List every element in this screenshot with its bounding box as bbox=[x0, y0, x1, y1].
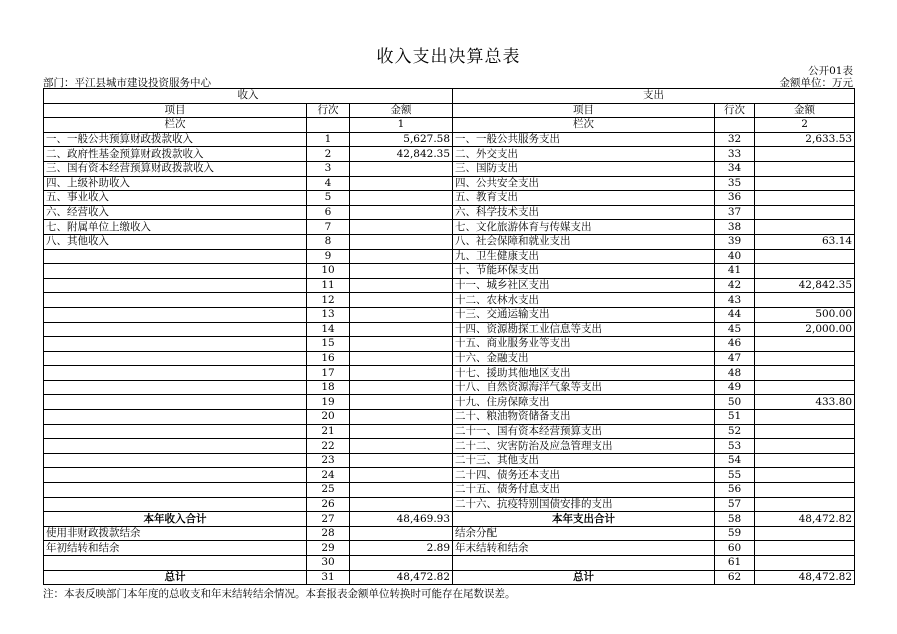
table-row bbox=[44, 410, 855, 425]
income-row-no-cell: 27 bbox=[307, 512, 350, 527]
income-item-cell: 六、经营收入 bbox=[44, 205, 307, 220]
expense-item-cell: 十三、交通运输支出 bbox=[453, 307, 715, 322]
income-item-cell bbox=[44, 497, 307, 512]
expense-row-no-cell: 46 bbox=[715, 337, 755, 352]
expense-item-cell: 一、一般公共服务支出 bbox=[453, 132, 715, 147]
table-row bbox=[44, 220, 855, 235]
income-item-cell: 八、其他收入 bbox=[44, 234, 307, 249]
income-item-cell bbox=[44, 293, 307, 308]
expense-amount-cell bbox=[755, 366, 855, 381]
income-amount-cell bbox=[350, 366, 453, 381]
table-row bbox=[44, 147, 855, 162]
expense-item-cell: 十七、援助其他地区支出 bbox=[453, 366, 715, 381]
expense-amount-cell bbox=[755, 161, 855, 176]
income-row-no-cell: 19 bbox=[307, 395, 350, 410]
expense-amount-cell bbox=[755, 337, 855, 352]
income-item-cell bbox=[44, 453, 307, 468]
income-row-no-cell: 30 bbox=[307, 556, 350, 571]
expense-item-cell: 年末结转和结余 bbox=[453, 541, 715, 556]
expense-section-header: 支出 bbox=[453, 89, 855, 104]
income-item-cell bbox=[44, 278, 307, 293]
table-row bbox=[44, 380, 855, 395]
income-row-no-cell: 16 bbox=[307, 351, 350, 366]
table-row bbox=[44, 205, 855, 220]
income-col-no-label: 栏次 bbox=[44, 118, 307, 133]
table-row bbox=[44, 337, 855, 352]
income-item-cell bbox=[44, 556, 307, 571]
expense-amount-cell: 48,472.82 bbox=[755, 512, 855, 527]
income-item-cell: 二、政府性基金预算财政拨款收入 bbox=[44, 147, 307, 162]
expense-item-cell: 十四、资源勘探工业信息等支出 bbox=[453, 322, 715, 337]
income-amount-cell bbox=[350, 307, 453, 322]
expense-row-no-cell: 55 bbox=[715, 468, 755, 483]
expense-amount-header: 金额 bbox=[755, 103, 855, 118]
income-amount-cell bbox=[350, 556, 453, 571]
expense-row-no-cell: 62 bbox=[715, 570, 755, 585]
expense-row-no-cell: 44 bbox=[715, 307, 755, 322]
expense-item-cell: 二十、粮油物资储备支出 bbox=[453, 410, 715, 425]
table-row bbox=[44, 322, 855, 337]
income-item-cell bbox=[44, 424, 307, 439]
income-amount-cell: 42,842.35 bbox=[350, 147, 453, 162]
income-item-cell bbox=[44, 439, 307, 454]
expense-amount-cell bbox=[755, 483, 855, 498]
income-expense-table bbox=[43, 88, 855, 585]
income-amount-cell bbox=[350, 468, 453, 483]
income-amount-cell bbox=[350, 264, 453, 279]
table-row bbox=[44, 264, 855, 279]
expense-row-no-cell: 50 bbox=[715, 395, 755, 410]
expense-item-cell: 二十五、债务付息支出 bbox=[453, 483, 715, 498]
income-amount-cell bbox=[350, 161, 453, 176]
income-row-no-cell: 17 bbox=[307, 366, 350, 381]
income-amount-cell bbox=[350, 439, 453, 454]
income-item-cell: 五、事业收入 bbox=[44, 191, 307, 206]
expense-amount-cell: 2,000.00 bbox=[755, 322, 855, 337]
expense-row-no-cell: 45 bbox=[715, 322, 755, 337]
income-row-no-cell: 13 bbox=[307, 307, 350, 322]
table-row bbox=[44, 234, 855, 249]
income-amount-cell bbox=[350, 205, 453, 220]
expense-row-no-cell: 59 bbox=[715, 526, 755, 541]
income-amount-cell bbox=[350, 483, 453, 498]
expense-row-no-cell: 58 bbox=[715, 512, 755, 527]
expense-item-cell: 十六、金融支出 bbox=[453, 351, 715, 366]
income-amount-cell bbox=[350, 424, 453, 439]
expense-item-cell: 二十三、其他支出 bbox=[453, 453, 715, 468]
expense-row-no-cell: 60 bbox=[715, 541, 755, 556]
expense-item-cell: 九、卫生健康支出 bbox=[453, 249, 715, 264]
income-row-no-cell: 21 bbox=[307, 424, 350, 439]
table-row bbox=[44, 176, 855, 191]
income-item-cell bbox=[44, 380, 307, 395]
income-row-no-cell: 5 bbox=[307, 191, 350, 206]
income-amount-cell bbox=[350, 395, 453, 410]
income-item-cell: 四、上级补助收入 bbox=[44, 176, 307, 191]
income-row-no-cell: 10 bbox=[307, 264, 350, 279]
income-amount-cell bbox=[350, 191, 453, 206]
income-amount-cell: 48,469.93 bbox=[350, 512, 453, 527]
income-item-cell bbox=[44, 410, 307, 425]
table-row bbox=[44, 249, 855, 264]
expense-row-no-cell: 34 bbox=[715, 161, 755, 176]
table-row bbox=[44, 132, 855, 147]
income-amount-cell bbox=[350, 410, 453, 425]
income-amount-cell bbox=[350, 220, 453, 235]
table-row bbox=[44, 512, 855, 527]
expense-item-cell: 二十六、抗疫特别国债安排的支出 bbox=[453, 497, 715, 512]
expense-row-no-cell: 40 bbox=[715, 249, 755, 264]
expense-item-cell: 本年支出合计 bbox=[453, 512, 715, 527]
expense-amount-cell bbox=[755, 424, 855, 439]
expense-row-no-cell: 32 bbox=[715, 132, 755, 147]
income-row-no-cell: 14 bbox=[307, 322, 350, 337]
department-label: 部门：平江县城市建设投资服务中心 bbox=[43, 77, 211, 89]
expense-amount-cell: 63.14 bbox=[755, 234, 855, 249]
expense-row-no-cell: 61 bbox=[715, 556, 755, 571]
expense-amount-cell: 433.80 bbox=[755, 395, 855, 410]
income-row-no-cell: 11 bbox=[307, 278, 350, 293]
expense-row-no-cell: 51 bbox=[715, 410, 755, 425]
income-amount-cell: 5,627.58 bbox=[350, 132, 453, 147]
expense-row-no-cell: 52 bbox=[715, 424, 755, 439]
table-row bbox=[44, 293, 855, 308]
expense-col-no-label: 栏次 bbox=[453, 118, 715, 133]
income-row-no-cell: 25 bbox=[307, 483, 350, 498]
income-item-header: 项目 bbox=[44, 103, 307, 118]
income-section-header: 收入 bbox=[44, 89, 453, 104]
table-row bbox=[44, 570, 855, 585]
table-row bbox=[44, 395, 855, 410]
expense-amount-cell bbox=[755, 526, 855, 541]
table-row bbox=[44, 468, 855, 483]
table-row bbox=[44, 541, 855, 556]
income-item-cell bbox=[44, 366, 307, 381]
table-row bbox=[44, 439, 855, 454]
income-col-no-blank bbox=[307, 118, 350, 133]
income-amount-cell bbox=[350, 234, 453, 249]
income-item-cell bbox=[44, 351, 307, 366]
income-item-cell bbox=[44, 468, 307, 483]
income-amount-cell bbox=[350, 337, 453, 352]
income-row-no-cell: 22 bbox=[307, 439, 350, 454]
expense-item-cell: 二十二、灾害防治及应急管理支出 bbox=[453, 439, 715, 454]
expense-amount-cell bbox=[755, 380, 855, 395]
table-row bbox=[44, 161, 855, 176]
table-row bbox=[44, 191, 855, 206]
expense-amount-cell bbox=[755, 191, 855, 206]
expense-row-no-cell: 53 bbox=[715, 439, 755, 454]
table-row bbox=[44, 497, 855, 512]
income-amount-cell bbox=[350, 453, 453, 468]
expense-item-cell: 二十一、国有资本经营预算支出 bbox=[453, 424, 715, 439]
expense-amount-cell: 2,633.53 bbox=[755, 132, 855, 147]
income-row-no-cell: 20 bbox=[307, 410, 350, 425]
expense-item-cell: 二、外交支出 bbox=[453, 147, 715, 162]
expense-amount-cell: 500.00 bbox=[755, 307, 855, 322]
expense-amount-cell bbox=[755, 147, 855, 162]
table-row bbox=[44, 526, 855, 541]
expense-item-cell: 八、社会保障和就业支出 bbox=[453, 234, 715, 249]
form-number: 公开01表 bbox=[808, 65, 853, 77]
income-amount-cell bbox=[350, 351, 453, 366]
expense-row-no-header: 行次 bbox=[715, 103, 755, 118]
income-item-cell bbox=[44, 322, 307, 337]
expense-item-cell: 十一、城乡社区支出 bbox=[453, 278, 715, 293]
table-row bbox=[44, 307, 855, 322]
income-item-cell: 总计 bbox=[44, 570, 307, 585]
expense-row-no-cell: 39 bbox=[715, 234, 755, 249]
expense-item-cell: 七、文化旅游体育与传媒支出 bbox=[453, 220, 715, 235]
income-row-no-cell: 8 bbox=[307, 234, 350, 249]
income-row-no-cell: 24 bbox=[307, 468, 350, 483]
income-amount-cell: 2.89 bbox=[350, 541, 453, 556]
amount-unit-label: 金额单位：万元 bbox=[779, 77, 853, 89]
page-title: 收入支出决算总表 bbox=[376, 47, 521, 67]
income-amount-cell: 48,472.82 bbox=[350, 570, 453, 585]
expense-row-no-cell: 42 bbox=[715, 278, 755, 293]
expense-amount-cell bbox=[755, 351, 855, 366]
income-row-no-cell: 9 bbox=[307, 249, 350, 264]
table-body bbox=[44, 132, 855, 584]
income-item-cell: 三、国有资本经营预算财政拨款收入 bbox=[44, 161, 307, 176]
income-amount-cell bbox=[350, 176, 453, 191]
income-row-no-cell: 18 bbox=[307, 380, 350, 395]
table-row bbox=[44, 351, 855, 366]
income-amount-cell bbox=[350, 497, 453, 512]
expense-item-cell: 十二、农林水支出 bbox=[453, 293, 715, 308]
table-row bbox=[44, 453, 855, 468]
expense-item-cell: 十八、自然资源海洋气象等支出 bbox=[453, 380, 715, 395]
income-item-cell bbox=[44, 395, 307, 410]
table-header-row-sections bbox=[44, 89, 855, 104]
expense-amount-cell: 42,842.35 bbox=[755, 278, 855, 293]
expense-amount-cell bbox=[755, 439, 855, 454]
expense-amount-cell bbox=[755, 220, 855, 235]
income-item-cell: 年初结转和结余 bbox=[44, 541, 307, 556]
income-amount-cell bbox=[350, 322, 453, 337]
table-row bbox=[44, 424, 855, 439]
expense-row-no-cell: 41 bbox=[715, 264, 755, 279]
income-item-cell: 七、附属单位上缴收入 bbox=[44, 220, 307, 235]
income-item-cell bbox=[44, 264, 307, 279]
expense-row-no-cell: 56 bbox=[715, 483, 755, 498]
table-header-row-columns bbox=[44, 103, 855, 118]
expense-item-header: 项目 bbox=[453, 103, 715, 118]
income-row-no-header: 行次 bbox=[307, 103, 350, 118]
income-row-no-cell: 26 bbox=[307, 497, 350, 512]
income-row-no-cell: 4 bbox=[307, 176, 350, 191]
expense-amount-cell bbox=[755, 541, 855, 556]
expense-col-no-value: 2 bbox=[755, 118, 855, 133]
income-item-cell bbox=[44, 337, 307, 352]
table-row bbox=[44, 366, 855, 381]
income-row-no-cell: 23 bbox=[307, 453, 350, 468]
income-row-no-cell: 7 bbox=[307, 220, 350, 235]
expense-item-cell bbox=[453, 556, 715, 571]
income-amount-header: 金额 bbox=[350, 103, 453, 118]
income-row-no-cell: 6 bbox=[307, 205, 350, 220]
income-item-cell: 一、一般公共预算财政拨款收入 bbox=[44, 132, 307, 147]
income-row-no-cell: 29 bbox=[307, 541, 350, 556]
income-item-cell bbox=[44, 307, 307, 322]
expense-amount-cell bbox=[755, 176, 855, 191]
expense-row-no-cell: 43 bbox=[715, 293, 755, 308]
table-row bbox=[44, 483, 855, 498]
income-row-no-cell: 3 bbox=[307, 161, 350, 176]
expense-amount-cell bbox=[755, 249, 855, 264]
expense-item-cell: 三、国防支出 bbox=[453, 161, 715, 176]
income-amount-cell bbox=[350, 380, 453, 395]
income-row-no-cell: 1 bbox=[307, 132, 350, 147]
income-amount-cell bbox=[350, 278, 453, 293]
expense-row-no-cell: 48 bbox=[715, 366, 755, 381]
income-row-no-cell: 2 bbox=[307, 147, 350, 162]
expense-row-no-cell: 54 bbox=[715, 453, 755, 468]
expense-item-cell: 总计 bbox=[453, 570, 715, 585]
expense-item-cell: 结余分配 bbox=[453, 526, 715, 541]
income-row-no-cell: 31 bbox=[307, 570, 350, 585]
expense-amount-cell bbox=[755, 293, 855, 308]
expense-item-cell: 五、教育支出 bbox=[453, 191, 715, 206]
expense-row-no-cell: 36 bbox=[715, 191, 755, 206]
expense-row-no-cell: 37 bbox=[715, 205, 755, 220]
expense-amount-cell: 48,472.82 bbox=[755, 570, 855, 585]
expense-row-no-cell: 38 bbox=[715, 220, 755, 235]
expense-row-no-cell: 57 bbox=[715, 497, 755, 512]
income-item-cell: 使用非财政拨款结余 bbox=[44, 526, 307, 541]
expense-row-no-cell: 47 bbox=[715, 351, 755, 366]
expense-amount-cell bbox=[755, 205, 855, 220]
expense-item-cell: 二十四、债务还本支出 bbox=[453, 468, 715, 483]
expense-row-no-cell: 33 bbox=[715, 147, 755, 162]
income-row-no-cell: 12 bbox=[307, 293, 350, 308]
expense-amount-cell bbox=[755, 264, 855, 279]
table-row bbox=[44, 278, 855, 293]
expense-item-cell: 十九、住房保障支出 bbox=[453, 395, 715, 410]
table-header-row-column-numbers bbox=[44, 118, 855, 133]
income-row-no-cell: 15 bbox=[307, 337, 350, 352]
footnote: 注：本表反映部门本年度的总收支和年末结转结余情况。本套报表金额单位转换时可能存在尾数误差。 bbox=[43, 588, 516, 600]
expense-amount-cell bbox=[755, 556, 855, 571]
income-item-cell bbox=[44, 483, 307, 498]
income-amount-cell bbox=[350, 293, 453, 308]
expense-item-cell: 六、科学技术支出 bbox=[453, 205, 715, 220]
income-item-cell bbox=[44, 249, 307, 264]
income-amount-cell bbox=[350, 526, 453, 541]
expense-row-no-cell: 49 bbox=[715, 380, 755, 395]
income-amount-cell bbox=[350, 249, 453, 264]
table-row bbox=[44, 556, 855, 571]
income-item-cell: 本年收入合计 bbox=[44, 512, 307, 527]
income-row-no-cell: 28 bbox=[307, 526, 350, 541]
expense-amount-cell bbox=[755, 497, 855, 512]
expense-col-no-blank bbox=[715, 118, 755, 133]
expense-amount-cell bbox=[755, 410, 855, 425]
expense-item-cell: 十、节能环保支出 bbox=[453, 264, 715, 279]
expense-item-cell: 十五、商业服务业等支出 bbox=[453, 337, 715, 352]
expense-item-cell: 四、公共安全支出 bbox=[453, 176, 715, 191]
income-col-no-value: 1 bbox=[350, 118, 453, 133]
expense-row-no-cell: 35 bbox=[715, 176, 755, 191]
expense-amount-cell bbox=[755, 453, 855, 468]
expense-amount-cell bbox=[755, 468, 855, 483]
